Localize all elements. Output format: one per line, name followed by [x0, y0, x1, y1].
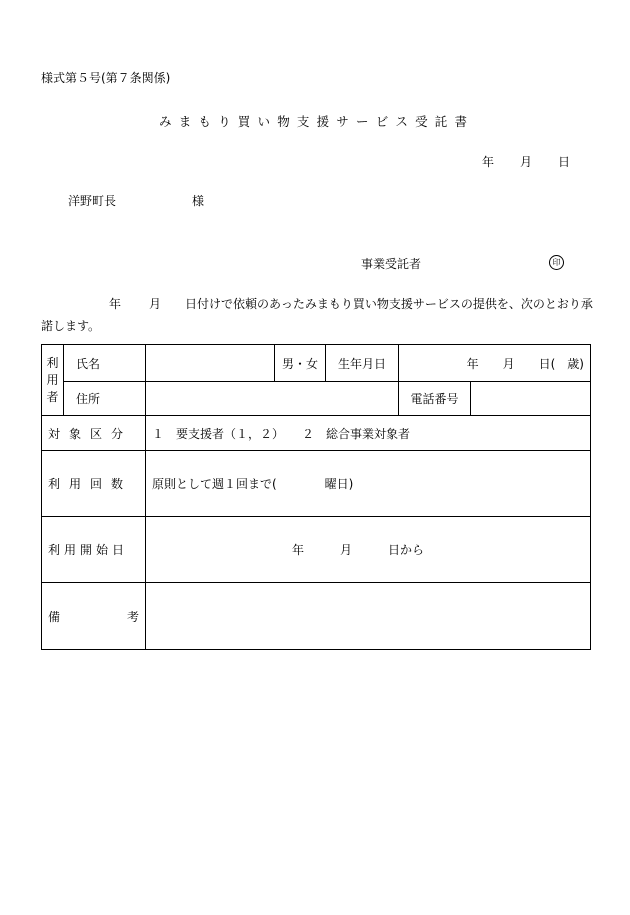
form-number: 様式第５号(第７条関係): [41, 71, 171, 85]
date-day: 日: [558, 155, 571, 169]
birthdate-field[interactable]: 年 月 日( 歳): [399, 345, 591, 382]
remarks-label-right: 考: [126, 609, 139, 624]
remarks-label-left: 備: [48, 609, 61, 624]
addressee: [68, 192, 205, 209]
user-label: 利用者: [46, 355, 59, 404]
addressee-name: 洋野町長: [68, 194, 117, 208]
date-year: 年: [482, 155, 495, 169]
start-date-label: 利用開始日: [42, 517, 146, 583]
frequency-field[interactable]: 原則として週１回まで( 曜日): [146, 451, 591, 517]
approval-year: 年: [109, 297, 122, 311]
gender-select[interactable]: 男・女: [275, 345, 326, 382]
address-field[interactable]: [146, 382, 399, 416]
document-title: みまもり買い物支援サービス受託書: [159, 114, 475, 129]
approval-body: 日付けで依頼のあったみまもり買い物支援サービスの提供を、次のとおり承諾します。: [41, 297, 593, 333]
start-date-field[interactable]: 年 月 日から: [146, 517, 591, 583]
service-form-table: [41, 344, 591, 650]
date-month: 月: [520, 155, 533, 169]
remarks-field[interactable]: [146, 583, 591, 650]
category-label: 対象区分: [42, 416, 146, 451]
birthdate-label: 生年月日: [326, 345, 399, 382]
frequency-label: 利用回数: [42, 451, 146, 517]
phone-label: 電話番号: [399, 382, 471, 416]
contractor-label: 事業受託者: [361, 257, 422, 271]
seal-mark: 印: [549, 255, 564, 270]
name-field[interactable]: [146, 345, 275, 382]
category-field[interactable]: １ 要支援者（１，２） ２ 総合事業対象者: [146, 416, 591, 451]
phone-field[interactable]: [471, 382, 591, 416]
address-label: 住所: [64, 382, 146, 416]
approval-month: 月: [149, 297, 162, 311]
date-line: [482, 153, 570, 170]
remarks-label-cell: [42, 583, 146, 650]
honorific: 様: [192, 194, 205, 208]
approval-text: [41, 293, 593, 337]
user-label-cell: [42, 345, 64, 416]
name-label: 氏名: [64, 345, 146, 382]
